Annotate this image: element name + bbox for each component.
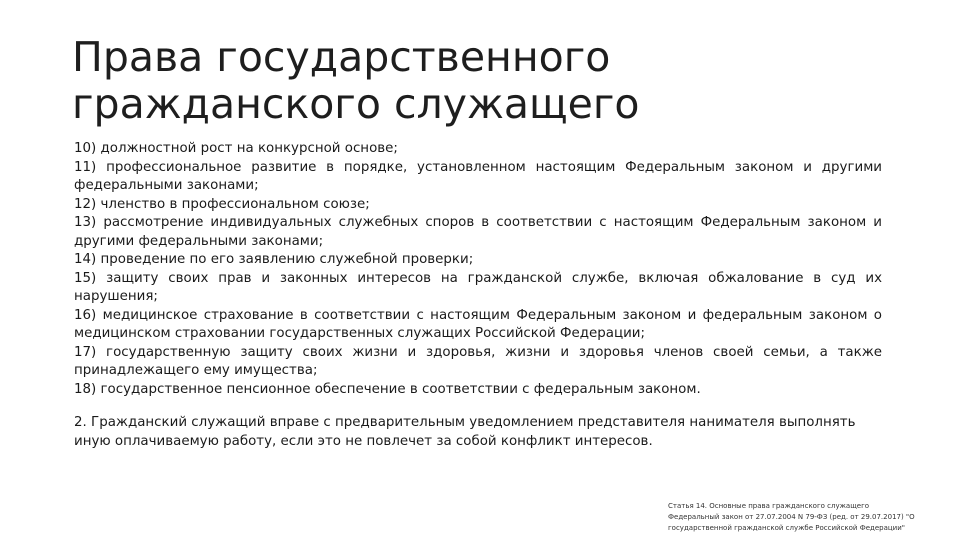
list-item-10: 10) должностной рост на конкурсной основе; bbox=[74, 141, 398, 156]
list-item-15: 15) защиту своих прав и законных интересов на гражданской службе, включая обжалование в суд их нарушения; bbox=[74, 270, 882, 304]
title-line-1: Права государственного bbox=[72, 33, 611, 81]
list-item-11: 11) профессиональное развитие в порядке, установленном настоящим Федеральным законом и другими федеральными законами; bbox=[74, 159, 882, 193]
list-item-18: 18) государственное пенсионное обеспечение в соответствии с федеральным законом. bbox=[74, 381, 701, 397]
footnote-line-1: Статья 14. Основные права гражданского служащего bbox=[668, 502, 870, 510]
list-item-17: 17) государственную защиту своих жизни и здоровья, жизни и здоровья членов своей семьи, а также принадлежащего ему имущества; bbox=[74, 344, 882, 378]
source-footnote bbox=[668, 501, 948, 534]
rights-list bbox=[74, 140, 882, 451]
list-item-13: 13) рассмотрение индивидуальных служебных споров в соответствии с настоящим Федеральным законом и другими федеральными законами; bbox=[74, 215, 882, 249]
title-line-2: гражданского служащего bbox=[72, 80, 640, 128]
footnote-line-2: Федеральный закон от 27.07.2004 N 79-ФЗ (ред. от 29.07.2017) "О bbox=[668, 513, 915, 521]
paragraph-2: 2. Гражданский служащий вправе с предварительным уведомлением представителя нанимателя выполнять иную оплачиваемую работу, если это не повлечет за собой конфликт интересов. bbox=[74, 415, 856, 449]
footnote-line-3: государственной гражданской службе Российской Федерации" bbox=[668, 524, 905, 532]
list-item-12: 12) членство в профессиональном союзе; bbox=[74, 196, 370, 212]
list-item-16: 16) медицинское страхование в соответствии с настоящим Федеральным законом и федеральным законом о медицинском страховании государственных служащих Российской Федерации; bbox=[74, 307, 882, 341]
list-item-14: 14) проведение по его заявлению служебной проверки; bbox=[74, 252, 474, 267]
slide-title bbox=[72, 34, 872, 128]
